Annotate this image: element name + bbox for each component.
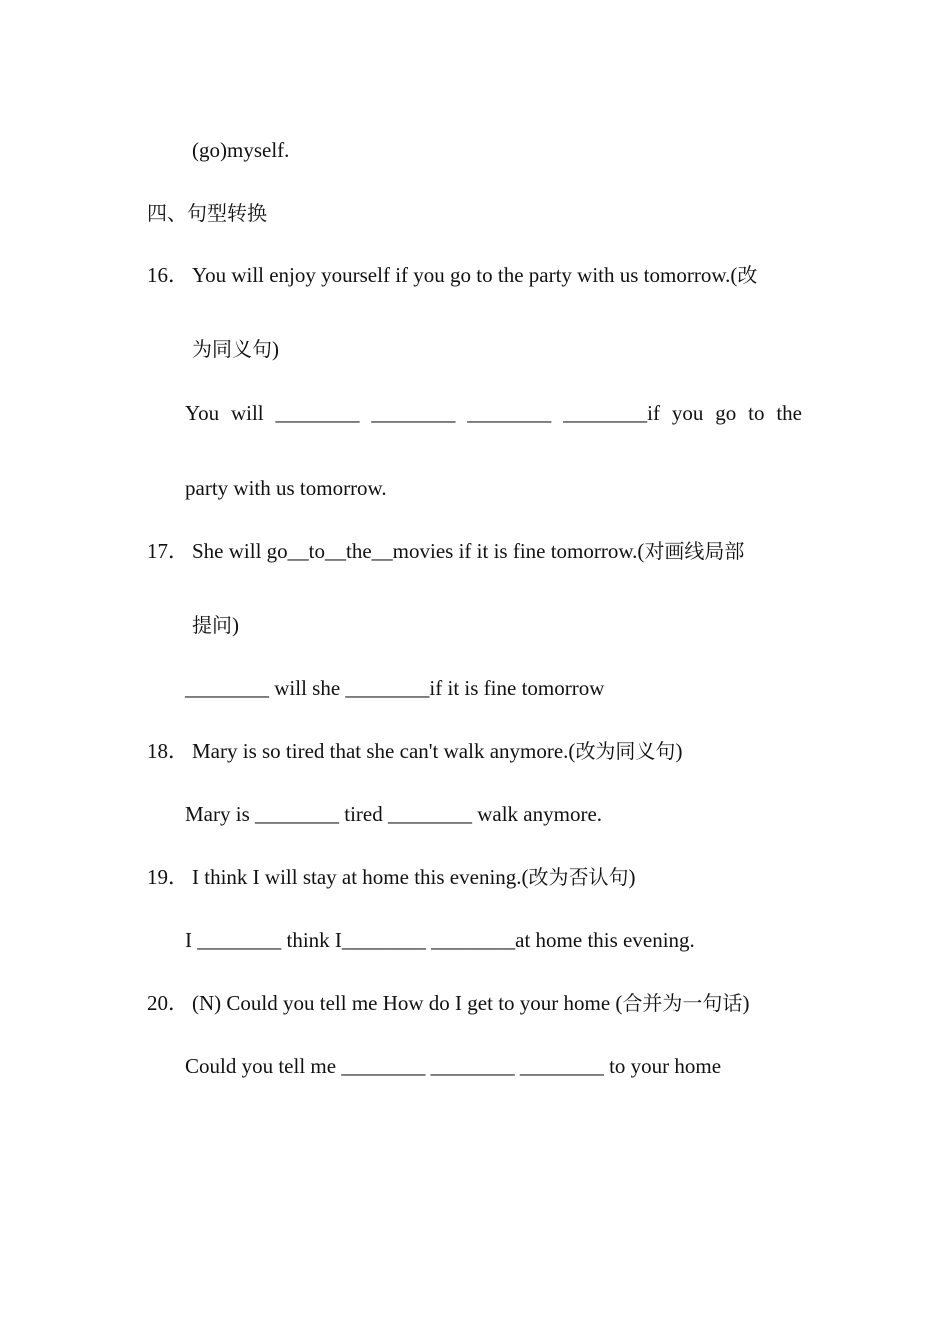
question-19-prompt [147,863,636,891]
question-20-prompt [147,989,749,1017]
question-16-instruction [192,335,279,363]
question-text: (N) Could you tell me How do I get to your home ( [192,991,623,1015]
question-17-prompt [147,537,744,565]
question-number: 20． [147,991,189,1015]
question-17-answer-line-1: ________ will she ________if it is fine tomorrow [185,676,605,700]
question-text: She will go__to__the__movies if it is fine tomorrow.( [192,539,645,563]
instruction-close: ) [272,337,279,361]
question-text: You will enjoy yourself if you go to the party with us tomorrow.( [192,263,738,287]
question-instruction: 提问 [192,613,232,637]
question-number: 18． [147,739,189,763]
question-19-answer-line-1: I ________ think I________ ________at home this evening. [185,928,695,952]
question-18-answer-line-1: Mary is ________ tired ________ walk anymore. [185,802,603,826]
instruction-close: ) [742,991,750,1015]
question-17-instruction [192,611,239,639]
question-number: 19． [147,865,189,889]
question-instruction: 改为否认句 [528,865,629,889]
question-number: 17． [147,539,189,563]
instruction-close: ) [232,613,239,637]
question-text: I think I will stay at home this evening.( [192,865,529,889]
question-16-answer-line-1: You will ________ ________ ________ ________if you go to the [185,401,802,425]
question-18-prompt [147,737,682,765]
question-16-prompt [147,261,757,289]
instruction-close: ) [675,739,683,763]
section-title: 四、句型转换 [147,201,267,225]
question-20-answer-line-1: Could you tell me ________ ________ ________ to your home [185,1054,722,1078]
instruction-close: ) [628,865,636,889]
question-instruction: 为同义句 [192,337,272,361]
question-instruction: 合并为一句话 [622,991,743,1015]
question-instruction: 改为同义句 [575,739,676,763]
previous-question-tail: (go)myself. [192,138,290,162]
question-number: 16． [147,263,189,287]
question-text: Mary is so tired that she can't walk anymore.( [192,739,576,763]
question-instruction: 对画线局部 [644,539,745,563]
question-16-answer-line-2: party with us tomorrow. [185,476,387,500]
question-instruction: 改 [737,263,758,287]
